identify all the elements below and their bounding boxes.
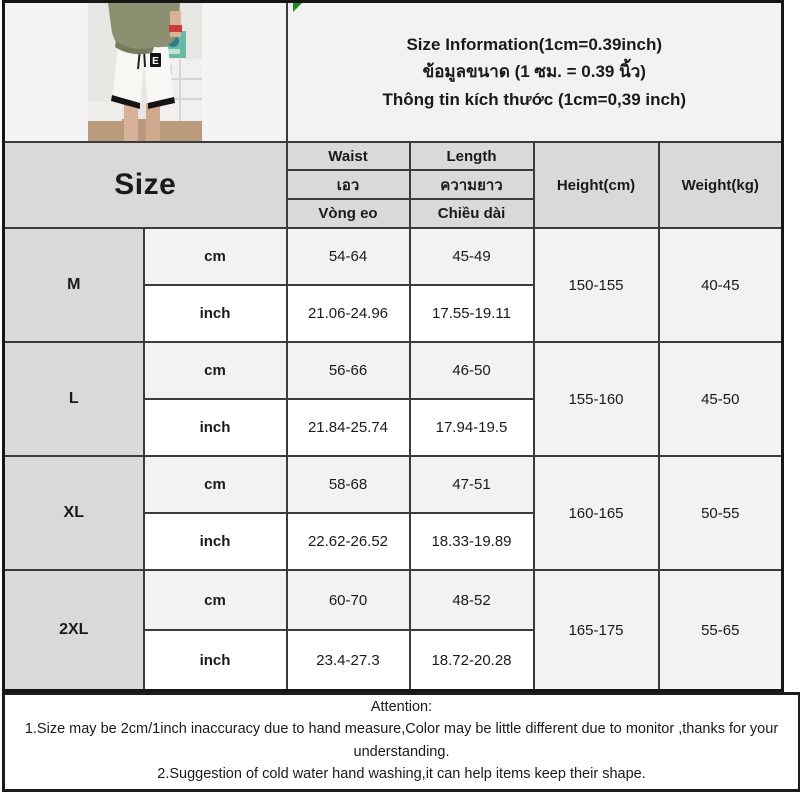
waist-header-en: Waist	[287, 142, 410, 170]
product-photo	[88, 3, 202, 141]
comment-marker-icon	[293, 3, 302, 12]
2xl-height: 165-175	[534, 570, 659, 691]
table-row-m-cm	[4, 228, 783, 285]
unit-inch-label: inch	[144, 285, 287, 342]
m-length-cm: 45-49	[410, 228, 534, 285]
size-label-l: L	[4, 342, 144, 456]
length-header-th: ความยาว	[410, 170, 534, 199]
unit-cm-label: cm	[144, 570, 287, 630]
m-waist-cm: 54-64	[287, 228, 410, 285]
unit-cm-label: cm	[144, 342, 287, 399]
xl-waist-inch: 22.62-26.52	[287, 513, 410, 570]
shorts-letter: E	[152, 56, 160, 67]
unit-inch-label: inch	[144, 399, 287, 456]
2xl-waist-cm: 60-70	[287, 570, 410, 630]
size-label-xl: XL	[4, 456, 144, 570]
table-row-l-cm	[4, 342, 783, 399]
size-column-header: Size	[4, 142, 287, 228]
size-table	[2, 0, 784, 692]
title-english: Size Information(1cm=0.39inch)	[406, 35, 663, 55]
height-header: Height(cm)	[534, 142, 659, 228]
size-label-2xl: 2XL	[4, 570, 144, 691]
2xl-waist-inch: 23.4-27.3	[287, 630, 410, 691]
size-label-m: M	[4, 228, 144, 342]
2xl-length-cm: 48-52	[410, 570, 534, 630]
m-length-inch: 17.55-19.11	[410, 285, 534, 342]
photo-cabinet	[88, 101, 122, 121]
unit-inch-label: inch	[144, 630, 287, 691]
waist-header-th: เอว	[287, 170, 410, 199]
xl-height: 160-165	[534, 456, 659, 570]
xl-weight: 50-55	[659, 456, 783, 570]
attention-line-2: 2.Suggestion of cold water hand washing,it can help items keep their shape.	[157, 766, 646, 783]
l-length-cm: 46-50	[410, 342, 534, 399]
product-photo-cell	[4, 2, 287, 143]
xl-waist-cm: 58-68	[287, 456, 410, 513]
size-information-title	[287, 2, 783, 143]
photo-floor	[88, 119, 202, 141]
waist-header-vi: Vòng eo	[287, 199, 410, 228]
2xl-weight: 55-65	[659, 570, 783, 691]
unit-cm-label: cm	[144, 456, 287, 513]
unit-inch-label: inch	[144, 513, 287, 570]
attention-line-1: 1.Size may be 2cm/1inch inaccuracy due to hand measure,Color may be little different due to monitor ,thanks for your understanding.	[24, 721, 779, 760]
red-watch	[169, 25, 182, 32]
m-waist-inch: 21.06-24.96	[287, 285, 410, 342]
xl-length-cm: 47-51	[410, 456, 534, 513]
table-row-xl-cm	[4, 456, 783, 513]
xl-length-inch: 18.33-19.89	[410, 513, 534, 570]
unit-cm-label: cm	[144, 228, 287, 285]
length-header-vi: Chiều dài	[410, 199, 534, 228]
weight-header: Weight(kg)	[659, 142, 783, 228]
title-thai: ข้อมูลขนาด (1 ซม. = 0.39 นิ้ว)	[422, 62, 646, 82]
m-height: 150-155	[534, 228, 659, 342]
l-weight: 45-50	[659, 342, 783, 456]
m-weight: 40-45	[659, 228, 783, 342]
table-row-2xl-cm	[4, 570, 783, 630]
2xl-length-inch: 18.72-20.28	[410, 630, 534, 691]
attention-box	[2, 692, 800, 792]
attention-title: Attention:	[370, 699, 433, 715]
l-waist-cm: 56-66	[287, 342, 410, 399]
title-vietnamese: Thông tin kích thước (1cm=0,39 inch)	[382, 89, 687, 109]
l-length-inch: 17.94-19.5	[410, 399, 534, 456]
l-waist-inch: 21.84-25.74	[287, 399, 410, 456]
l-height: 155-160	[534, 342, 659, 456]
length-header-en: Length	[410, 142, 534, 170]
